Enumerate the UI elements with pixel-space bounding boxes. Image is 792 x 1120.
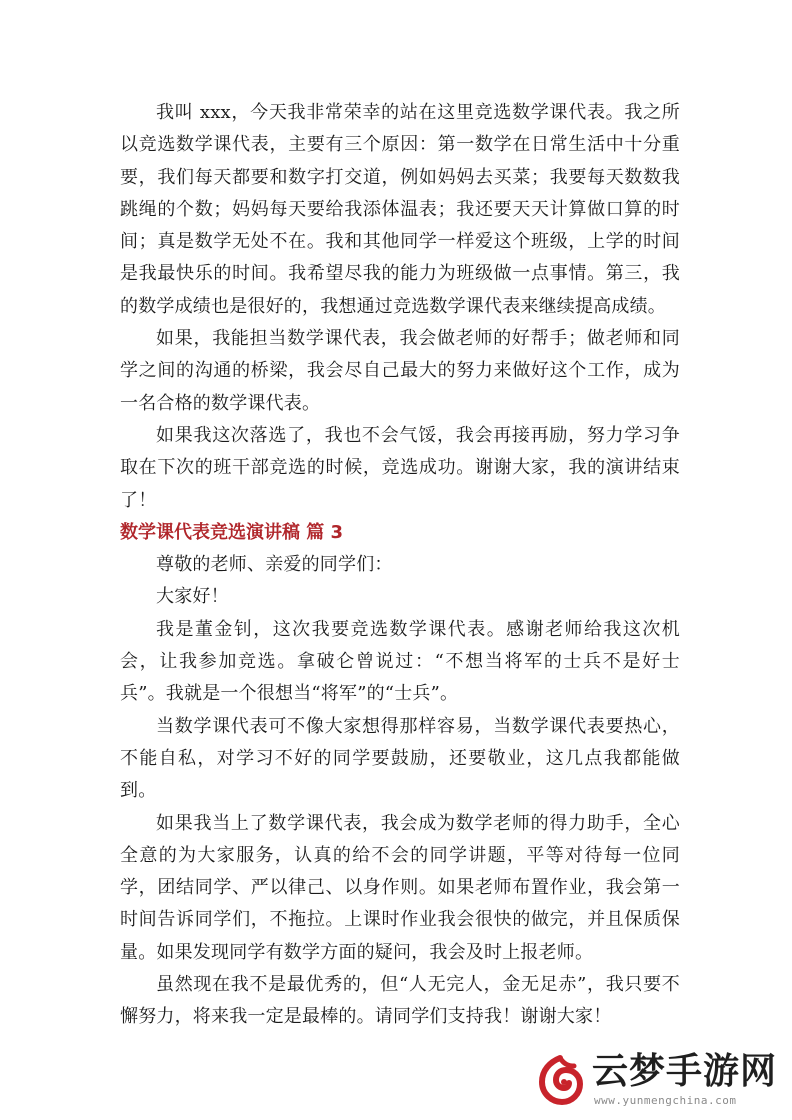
- body-paragraph: 尊敬的老师、亲爱的同学们：: [156, 554, 393, 576]
- section-heading: 数学课代表竞选演讲稿 篇 3: [120, 521, 344, 543]
- document-body: [120, 97, 680, 1034]
- body-paragraph: 如果我当上了数学课代表，我会成为数学老师的得力助手，全心全意的为大家服务，认真的给不会的同学讲题，平等对待每一位同学，团结同学、严以律己、以身作则。如果老师布置作业，我会第一时间告诉同学们，不拖拉。上课时作业我会很快的做完，并且保质保量。如果发现同学有数学方面的疑问，我会及时上报老师。: [120, 812, 680, 963]
- watermark-url: www.yunmengchina.com: [594, 1094, 737, 1107]
- site-watermark: [534, 1050, 784, 1114]
- body-paragraph: 大家好！: [156, 586, 229, 608]
- watermark-title: 云梦手游网: [592, 1051, 778, 1092]
- body-paragraph: 我是董金钊，这次我要竞选数学课代表。感谢老师给我这次机会，让我参加竞选。拿破仑曾说过：“不想当将军的士兵不是好士兵”。我就是一个很想当“将军”的“士兵”。: [120, 618, 680, 705]
- body-paragraph: 我叫 xxx，今天我非常荣幸的站在这里竞选数学课代表。我之所以竞选数学课代表，主要有三个原因：第一数学在日常生活中十分重要，我们每天都要和数字打交道，例如妈妈去买菜；我要每天数数我跳绳的个数；妈妈每天要给我添体温表；我还要天天计算做口算的时间；真是数学无处不在。我和其他同学一样爱这个班级，上学的时间是我最快乐的时间。我希望尽我的能力为班级做一点事情。第三，我的数学成绩也是很好的，我想通过竞选数学课代表来继续提高成绩。: [120, 102, 680, 317]
- spiral-flame-logo-icon: [534, 1054, 586, 1106]
- body-paragraph: 虽然现在我不是最优秀的，但“人无完人，金无足赤”，我只要不懈努力，将来我一定是最棒的。请同学们支持我！谢谢大家！: [120, 974, 680, 1028]
- body-paragraph: 如果，我能担当数学课代表，我会做老师的好帮手；做老师和同学之间的沟通的桥梁，我会尽自己最大的努力来做好这个工作，成为一名合格的数学课代表。: [120, 328, 680, 414]
- body-paragraph: 当数学课代表可不像大家想得那样容易，当数学课代表要热心，不能自私，对学习不好的同学要鼓励，还要敬业，这几点我都能做到。: [120, 715, 680, 802]
- body-paragraph: 如果我这次落选了，我也不会气馁，我会再接再励，努力学习争取在下次的班干部竞选的时候，竞选成功。谢谢大家，我的演讲结束了！: [120, 424, 680, 511]
